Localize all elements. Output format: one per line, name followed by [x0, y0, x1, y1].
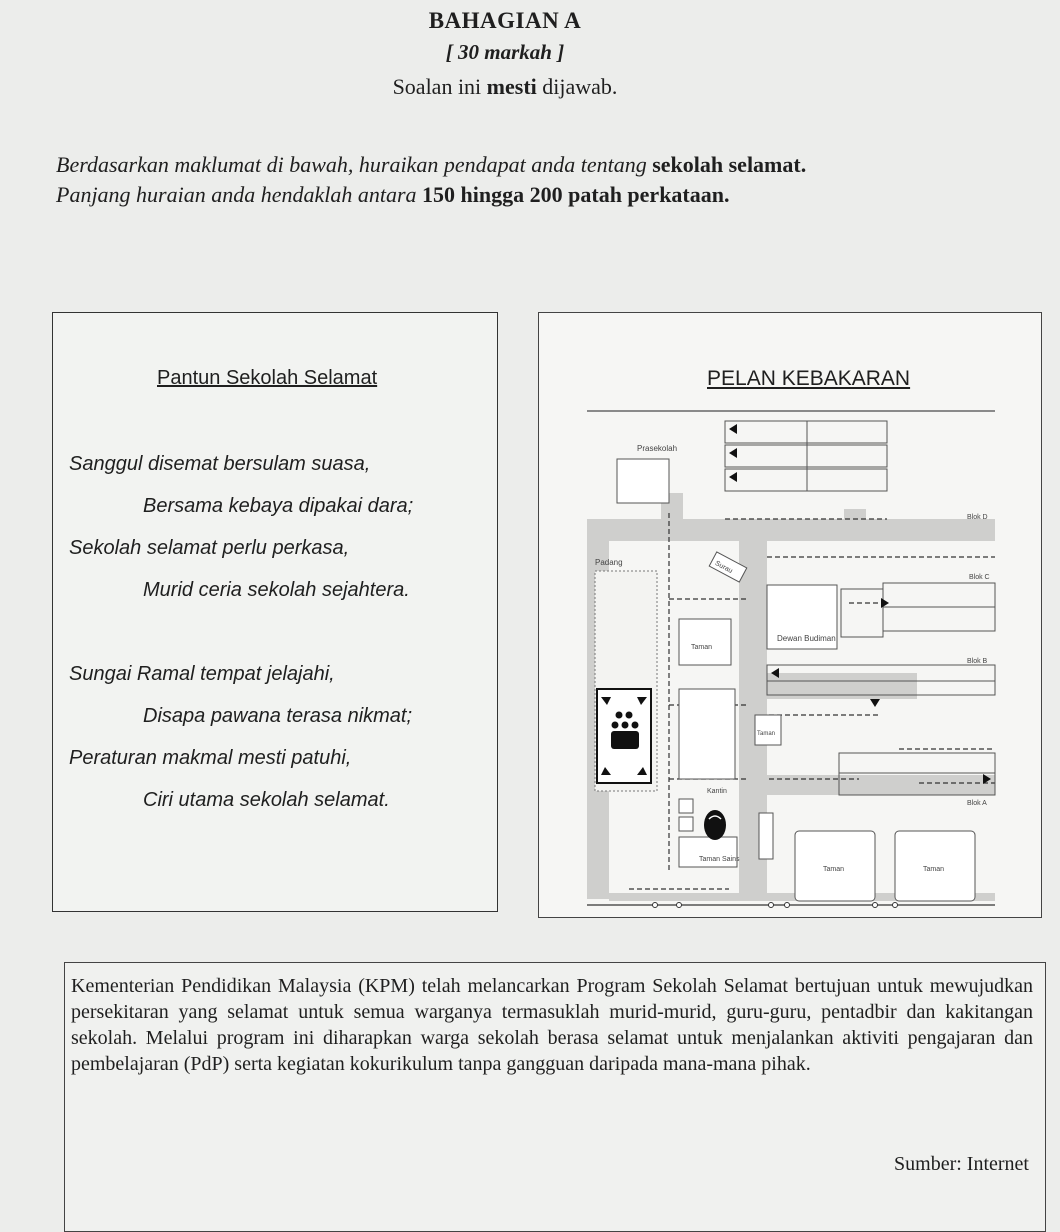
label-surau: Surau — [713, 560, 734, 575]
marks-label: [ 30 markah ] — [445, 40, 565, 64]
pantun-line-2: Bersama kebaya dipakai dara; — [143, 495, 414, 517]
label-blok-b: Blok B — [967, 658, 988, 665]
instruction-line-1: Berdasarkan maklumat di bawah, huraikan pendapat anda tentang sekolah selamat. — [56, 152, 807, 177]
label-padang: Padang — [595, 558, 623, 567]
label-blok-a: Blok A — [967, 800, 987, 807]
source-label: Sumber: Internet — [894, 1153, 1029, 1175]
label-taman-3: Taman — [823, 866, 845, 873]
label-taman-2: Taman — [757, 731, 776, 737]
label-prasekolah: Prasekolah — [637, 444, 678, 453]
pantun-title: Pantun Sekolah Selamat — [157, 367, 378, 389]
pantun-line-5: Sungai Ramal tempat jelajahi, — [69, 663, 335, 685]
pantun-line-4: Murid ceria sekolah sejahtera. — [143, 579, 410, 601]
label-dewan: Dewan Budiman — [777, 634, 836, 643]
assembly-point-icon — [597, 689, 651, 783]
fire-plan-box — [538, 312, 1042, 918]
label-blok-d: Blok D — [967, 514, 988, 521]
plan-title: PELAN KEBAKARAN — [707, 367, 911, 390]
fire-plan-map — [539, 313, 1041, 917]
pantun-box — [52, 312, 498, 912]
passage-text: Kementerian Pendidikan Malaysia (KPM) telah melancarkan Program Sekolah Selamat bertujuan untuk mewujudkan persekitaran yang selamat untuk semua warganya termasuklah murid-murid, guru-guru, pentadbir dan kakitangan sekolah. Melalui program ini diharapkan warga sekolah berasa selamat untuk menjalankan aktiviti pengajaran dan pembelajaran (PdP) serta kegiatan kokurikulum tanpa gangguan daripada mana-mana pihak. — [71, 975, 1033, 1075]
compulsory-note: Soalan ini mesti dijawab. — [392, 74, 618, 99]
section-title: BAHAGIAN A — [428, 8, 582, 33]
fire-extinguisher-icon — [704, 810, 726, 840]
pantun-line-6: Disapa pawana terasa nikmat; — [143, 705, 413, 727]
label-kantin: Kantin — [707, 788, 727, 795]
pantun-line-7: Peraturan makmal mesti patuhi, — [69, 747, 352, 769]
label-taman-sains: Taman Sains — [699, 856, 740, 863]
label-taman-1: Taman — [691, 644, 713, 651]
pantun-line-3: Sekolah selamat perlu perkasa, — [69, 537, 350, 559]
pantun-line-1: Sanggul disemat bersulam suasa, — [69, 453, 371, 475]
passage-box — [64, 962, 1046, 1232]
pantun-line-8: Ciri utama sekolah selamat. — [143, 789, 390, 811]
label-blok-c: Blok C — [969, 574, 990, 581]
instruction-line-2: Panjang huraian anda hendaklah antara 150 hingga 200 patah perkataan. — [56, 182, 730, 207]
label-taman-4: Taman — [923, 866, 945, 873]
